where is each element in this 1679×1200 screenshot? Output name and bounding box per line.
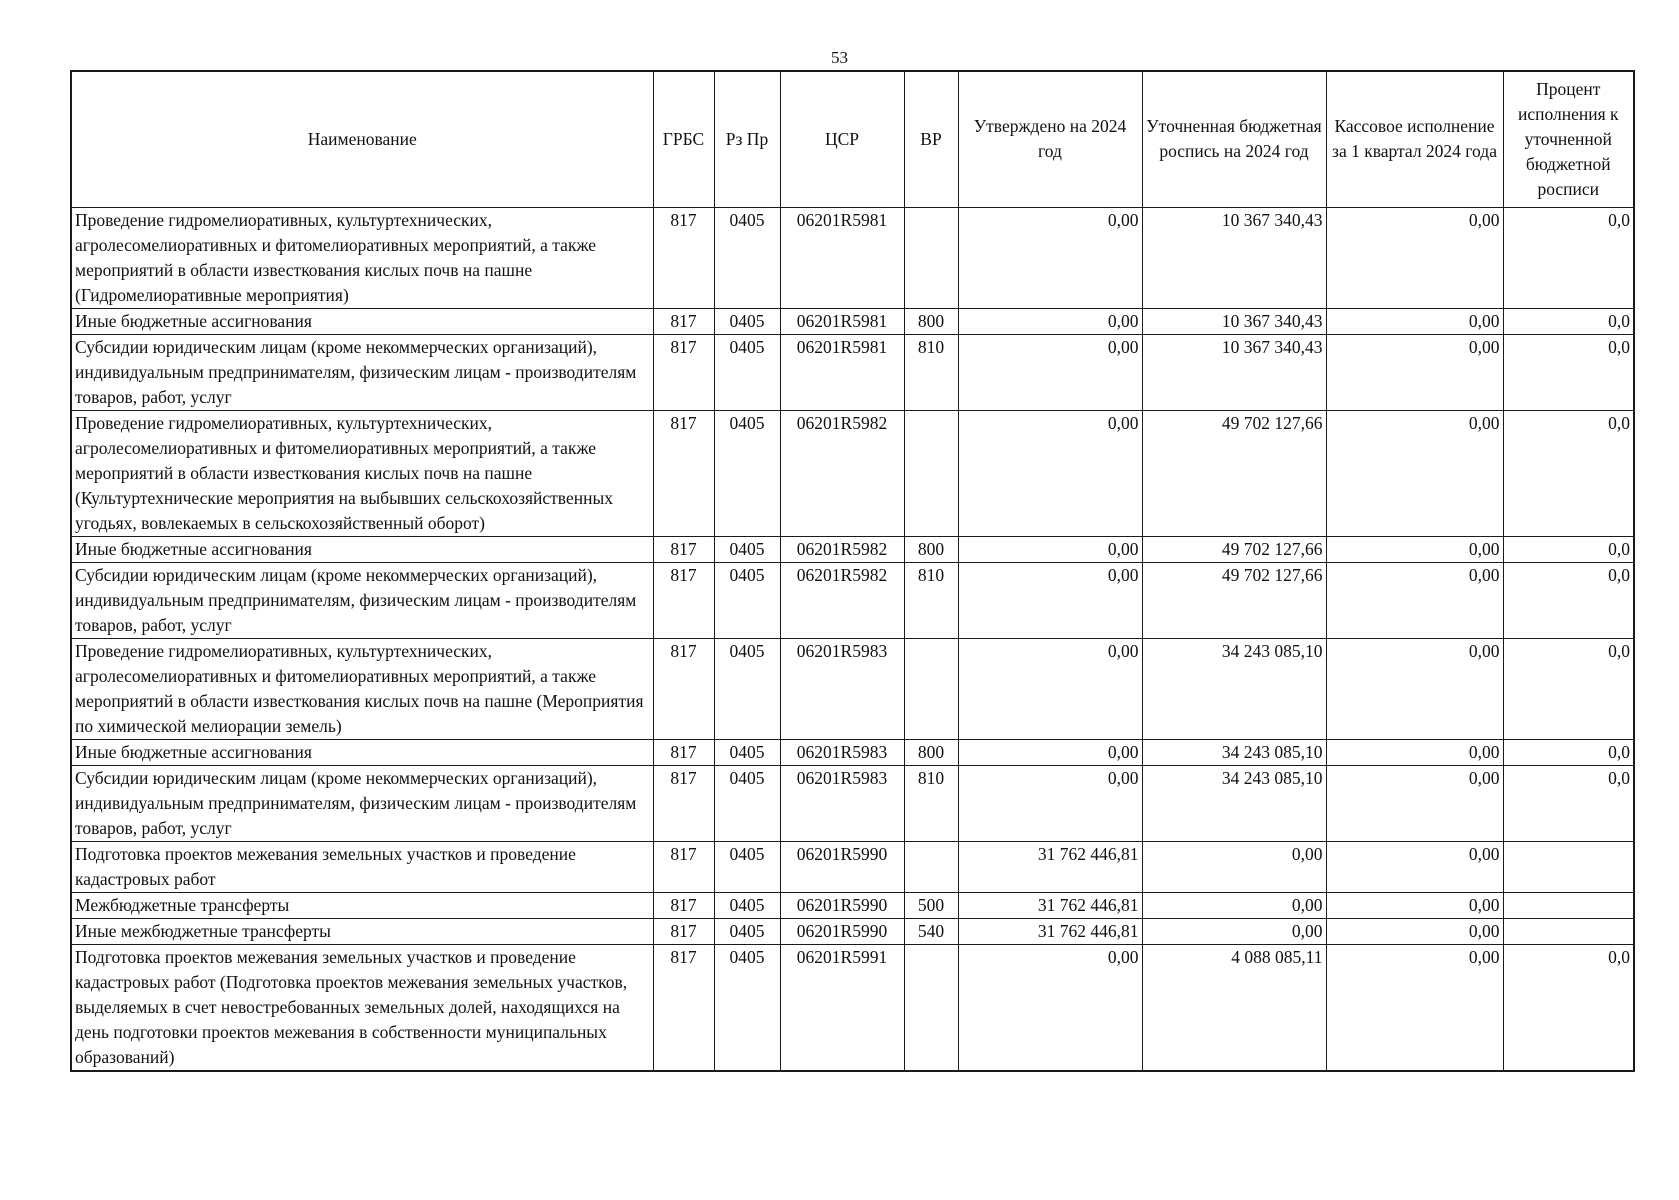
cell-rzpr: 0405 xyxy=(714,562,780,638)
cell-rzpr: 0405 xyxy=(714,765,780,841)
cell-percent xyxy=(1503,841,1634,892)
cell-approved: 0,00 xyxy=(958,308,1142,334)
cell-approved: 31 762 446,81 xyxy=(958,918,1142,944)
cell-grbs: 817 xyxy=(653,207,714,308)
cell-grbs: 817 xyxy=(653,638,714,739)
cell-name: Подготовка проектов межевания земельных участков и проведение кадастровых работ xyxy=(71,841,653,892)
cell-rzpr: 0405 xyxy=(714,739,780,765)
cell-cash: 0,00 xyxy=(1326,739,1503,765)
cell-grbs: 817 xyxy=(653,410,714,536)
header-percent: Процент исполнения к уточненной бюджетной росписи xyxy=(1503,71,1634,207)
cell-approved: 31 762 446,81 xyxy=(958,841,1142,892)
cell-name: Проведение гидромелиоративных, культуртехнических, агролесомелиоративных и фитомелиоративных мероприятий, а также мероприятий в области известкования кислых почв на пашне (Гидромелиоративные мероприятия) xyxy=(71,207,653,308)
cell-grbs: 817 xyxy=(653,739,714,765)
cell-rzpr: 0405 xyxy=(714,308,780,334)
cell-csr: 06201R5981 xyxy=(780,207,904,308)
cell-name: Проведение гидромелиоративных, культуртехнических, агролесомелиоративных и фитомелиоративных мероприятий, а также мероприятий в области известкования кислых почв на пашне (Культуртехнические мероприятия на выбывших сельскохозяйственных угодьях, вовлекаемых в сельскохозяйственный оборот) xyxy=(71,410,653,536)
cell-vr: 810 xyxy=(904,334,958,410)
cell-rzpr: 0405 xyxy=(714,638,780,739)
cell-approved: 0,00 xyxy=(958,944,1142,1071)
cell-name: Подготовка проектов межевания земельных участков и проведение кадастровых работ (Подготовка проектов межевания земельных участков, выделяемых в счет невостребованных земельных долей, находящихся на день подготовки проектов межевания в собственности муниципальных образований) xyxy=(71,944,653,1071)
table-row xyxy=(71,739,1634,765)
cell-csr: 06201R5982 xyxy=(780,536,904,562)
cell-grbs: 817 xyxy=(653,536,714,562)
cell-refined: 10 367 340,43 xyxy=(1142,334,1326,410)
table-row xyxy=(71,308,1634,334)
cell-grbs: 817 xyxy=(653,918,714,944)
cell-vr: 800 xyxy=(904,739,958,765)
cell-percent xyxy=(1503,892,1634,918)
table-row xyxy=(71,410,1634,536)
cell-vr: 500 xyxy=(904,892,958,918)
cell-percent: 0,0 xyxy=(1503,562,1634,638)
cell-csr: 06201R5991 xyxy=(780,944,904,1071)
header-rzpr: Рз Пр xyxy=(714,71,780,207)
cell-csr: 06201R5990 xyxy=(780,892,904,918)
cell-refined: 10 367 340,43 xyxy=(1142,207,1326,308)
cell-grbs: 817 xyxy=(653,765,714,841)
cell-grbs: 817 xyxy=(653,841,714,892)
cell-vr: 540 xyxy=(904,918,958,944)
cell-name: Проведение гидромелиоративных, культуртехнических, агролесомелиоративных и фитомелиоративных мероприятий, а также мероприятий в области известкования кислых почв на пашне (Мероприятия по химической мелиорации земель) xyxy=(71,638,653,739)
cell-rzpr: 0405 xyxy=(714,410,780,536)
cell-approved: 0,00 xyxy=(958,334,1142,410)
cell-vr: 800 xyxy=(904,308,958,334)
cell-cash: 0,00 xyxy=(1326,944,1503,1071)
cell-approved: 31 762 446,81 xyxy=(958,892,1142,918)
cell-csr: 06201R5981 xyxy=(780,334,904,410)
cell-refined: 34 243 085,10 xyxy=(1142,739,1326,765)
cell-grbs: 817 xyxy=(653,892,714,918)
cell-percent xyxy=(1503,918,1634,944)
cell-approved: 0,00 xyxy=(958,765,1142,841)
cell-approved: 0,00 xyxy=(958,207,1142,308)
cell-vr xyxy=(904,638,958,739)
cell-cash: 0,00 xyxy=(1326,308,1503,334)
cell-rzpr: 0405 xyxy=(714,536,780,562)
cell-refined: 10 367 340,43 xyxy=(1142,308,1326,334)
cell-grbs: 817 xyxy=(653,334,714,410)
cell-cash: 0,00 xyxy=(1326,892,1503,918)
cell-grbs: 817 xyxy=(653,562,714,638)
cell-name: Иные бюджетные ассигнования xyxy=(71,739,653,765)
cell-rzpr: 0405 xyxy=(714,334,780,410)
cell-name: Иные межбюджетные трансферты xyxy=(71,918,653,944)
cell-percent: 0,0 xyxy=(1503,765,1634,841)
cell-cash: 0,00 xyxy=(1326,638,1503,739)
table-row xyxy=(71,562,1634,638)
cell-cash: 0,00 xyxy=(1326,765,1503,841)
cell-csr: 06201R5983 xyxy=(780,638,904,739)
page-number: 53 xyxy=(831,48,848,67)
table-row xyxy=(71,892,1634,918)
cell-name: Иные бюджетные ассигнования xyxy=(71,308,653,334)
cell-vr xyxy=(904,944,958,1071)
cell-name: Субсидии юридическим лицам (кроме некоммерческих организаций), индивидуальным предпринимателям, физическим лицам - производителям товаров, работ, услуг xyxy=(71,765,653,841)
table-row xyxy=(71,841,1634,892)
header-grbs: ГРБС xyxy=(653,71,714,207)
cell-approved: 0,00 xyxy=(958,410,1142,536)
cell-percent: 0,0 xyxy=(1503,207,1634,308)
cell-approved: 0,00 xyxy=(958,562,1142,638)
cell-cash: 0,00 xyxy=(1326,334,1503,410)
cell-cash: 0,00 xyxy=(1326,841,1503,892)
cell-name: Субсидии юридическим лицам (кроме некоммерческих организаций), индивидуальным предпринимателям, физическим лицам - производителям товаров, работ, услуг xyxy=(71,334,653,410)
header-csr: ЦСР xyxy=(780,71,904,207)
cell-csr: 06201R5981 xyxy=(780,308,904,334)
cell-cash: 0,00 xyxy=(1326,536,1503,562)
cell-percent: 0,0 xyxy=(1503,308,1634,334)
cell-name: Субсидии юридическим лицам (кроме некоммерческих организаций), индивидуальным предпринимателям, физическим лицам - производителям товаров, работ, услуг xyxy=(71,562,653,638)
cell-vr: 810 xyxy=(904,765,958,841)
cell-rzpr: 0405 xyxy=(714,207,780,308)
header-cash: Кассовое исполнение за 1 квартал 2024 года xyxy=(1326,71,1503,207)
cell-rzpr: 0405 xyxy=(714,944,780,1071)
budget-table xyxy=(70,70,1635,1072)
table-row xyxy=(71,918,1634,944)
table-row xyxy=(71,638,1634,739)
header-vr: ВР xyxy=(904,71,958,207)
cell-cash: 0,00 xyxy=(1326,410,1503,536)
cell-rzpr: 0405 xyxy=(714,841,780,892)
cell-percent: 0,0 xyxy=(1503,410,1634,536)
cell-vr: 800 xyxy=(904,536,958,562)
table-row xyxy=(71,944,1634,1071)
cell-csr: 06201R5990 xyxy=(780,918,904,944)
cell-name: Межбюджетные трансферты xyxy=(71,892,653,918)
cell-refined: 4 088 085,11 xyxy=(1142,944,1326,1071)
header-refined: Уточненная бюджетная роспись на 2024 год xyxy=(1142,71,1326,207)
cell-percent: 0,0 xyxy=(1503,739,1634,765)
cell-cash: 0,00 xyxy=(1326,918,1503,944)
table-row xyxy=(71,334,1634,410)
cell-rzpr: 0405 xyxy=(714,892,780,918)
cell-csr: 06201R5983 xyxy=(780,765,904,841)
table-row xyxy=(71,536,1634,562)
cell-cash: 0,00 xyxy=(1326,562,1503,638)
cell-csr: 06201R5990 xyxy=(780,841,904,892)
cell-percent: 0,0 xyxy=(1503,638,1634,739)
header-name: Наименование xyxy=(71,71,653,207)
cell-rzpr: 0405 xyxy=(714,918,780,944)
cell-name: Иные бюджетные ассигнования xyxy=(71,536,653,562)
cell-vr: 810 xyxy=(904,562,958,638)
cell-percent: 0,0 xyxy=(1503,334,1634,410)
cell-percent: 0,0 xyxy=(1503,944,1634,1071)
cell-csr: 06201R5982 xyxy=(780,562,904,638)
cell-cash: 0,00 xyxy=(1326,207,1503,308)
header-approved: Утверждено на 2024 год xyxy=(958,71,1142,207)
cell-grbs: 817 xyxy=(653,308,714,334)
table-row xyxy=(71,207,1634,308)
cell-approved: 0,00 xyxy=(958,536,1142,562)
cell-refined: 34 243 085,10 xyxy=(1142,765,1326,841)
cell-vr xyxy=(904,410,958,536)
cell-refined: 49 702 127,66 xyxy=(1142,536,1326,562)
cell-refined: 49 702 127,66 xyxy=(1142,562,1326,638)
cell-vr xyxy=(904,841,958,892)
cell-approved: 0,00 xyxy=(958,638,1142,739)
cell-grbs: 817 xyxy=(653,944,714,1071)
cell-refined: 0,00 xyxy=(1142,918,1326,944)
cell-refined: 0,00 xyxy=(1142,841,1326,892)
cell-refined: 0,00 xyxy=(1142,892,1326,918)
cell-vr xyxy=(904,207,958,308)
table-header-row xyxy=(71,71,1634,207)
cell-refined: 34 243 085,10 xyxy=(1142,638,1326,739)
cell-csr: 06201R5983 xyxy=(780,739,904,765)
cell-percent: 0,0 xyxy=(1503,536,1634,562)
table-row xyxy=(71,765,1634,841)
cell-refined: 49 702 127,66 xyxy=(1142,410,1326,536)
cell-approved: 0,00 xyxy=(958,739,1142,765)
cell-csr: 06201R5982 xyxy=(780,410,904,536)
